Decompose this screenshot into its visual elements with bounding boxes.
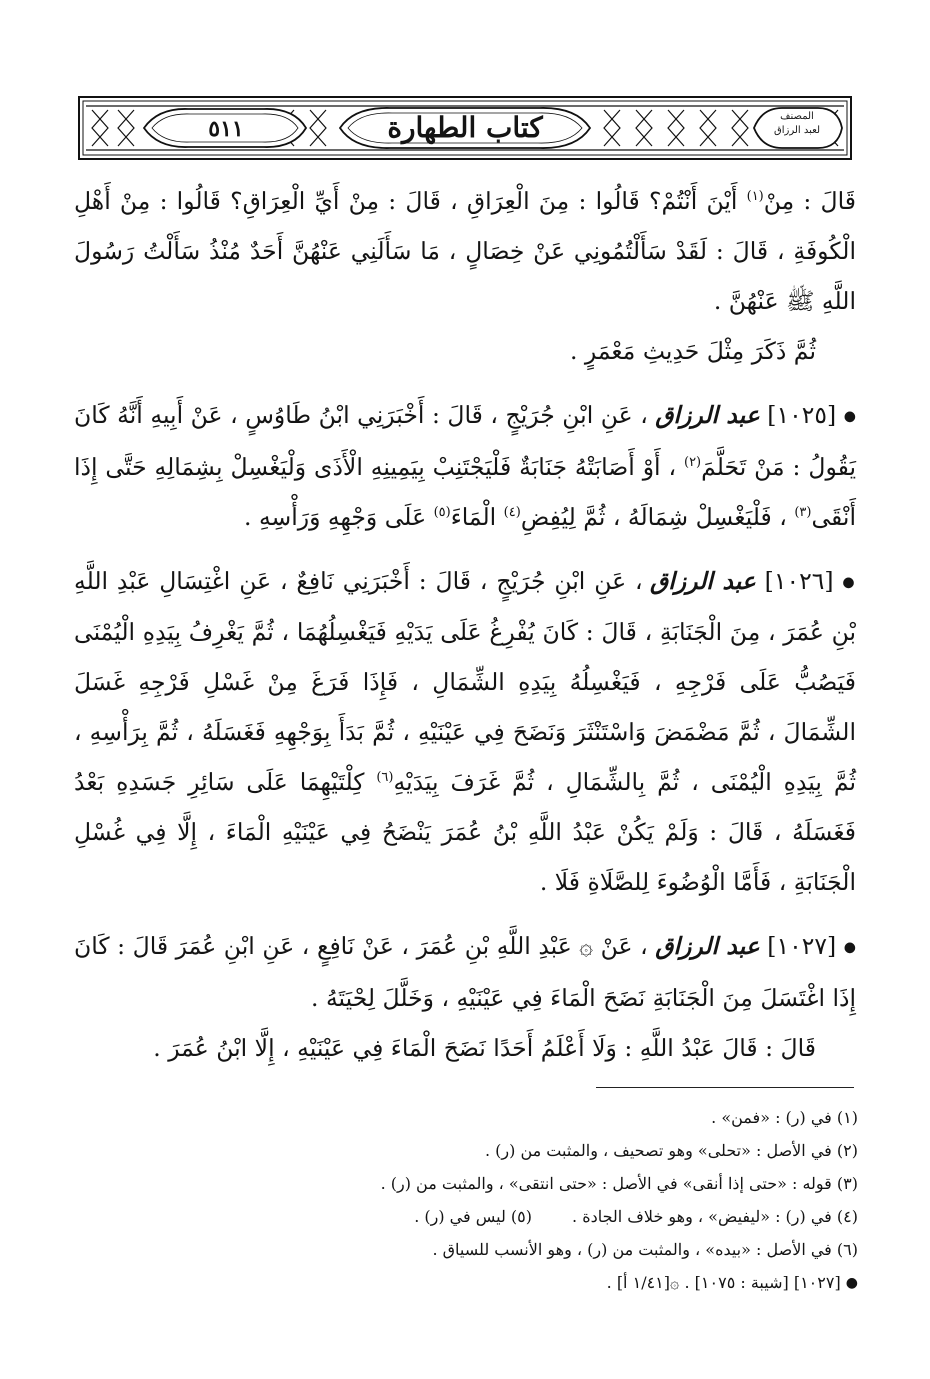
p3-text-c: ، فَلْيَغْسِلْ شِمَالَهُ ، ثُمَّ لِيُفِضِ bbox=[520, 502, 795, 531]
footnote-3: (٣) قوله : «حتى إذا أنقى» في الأصل : «حتى انتقى» ، والمثبت من (ر) . bbox=[380, 1174, 858, 1193]
hadith-number: [١٠٢٧] bbox=[767, 932, 837, 960]
paragraph-6 bbox=[74, 1023, 856, 1073]
bullet-icon: ● bbox=[842, 574, 856, 590]
manuscript-mark-icon: ۞ bbox=[579, 932, 594, 960]
logo-line-2: لعبد الرزاق bbox=[773, 125, 821, 136]
page-number: ٥١١ bbox=[208, 116, 244, 142]
footnote-5: (٥) ليس في (ر) . bbox=[414, 1207, 533, 1226]
hadith-1025 bbox=[74, 390, 856, 542]
logo-line-1: المصنف bbox=[780, 111, 814, 122]
hadith-1027 bbox=[74, 921, 856, 1023]
footnote-6: (٦) في الأصل : «بيده» ، والمثبت من (ر) ، وهو الأنسب للسياق . bbox=[432, 1240, 858, 1259]
page-header bbox=[78, 96, 852, 160]
paragraph-1 bbox=[74, 176, 856, 326]
footnote-4-5 bbox=[120, 1200, 858, 1233]
footnote-1: (١) في (ر) : «فمن» . bbox=[711, 1108, 858, 1127]
footnote-marker-4[interactable]: (٤) bbox=[503, 504, 521, 520]
narrator-name: عبد الرزاق bbox=[655, 932, 760, 960]
source-reference-b: [١/٤١ أ] . bbox=[606, 1273, 671, 1292]
hadith-1026 bbox=[74, 556, 856, 908]
p3-text-e: عَلَى وَجْهِهِ وَرَأْسِهِ . bbox=[244, 502, 434, 531]
narrator-name: عبد الرزاق bbox=[655, 401, 760, 429]
footnotes bbox=[120, 1101, 858, 1300]
p3-text-d: الْمَاءَ bbox=[450, 502, 504, 531]
hadith-number: [١٠٢٦] bbox=[764, 566, 834, 595]
p2-text: ثُمَّ ذَكَرَ مِثْلَ حَدِيثِ مَعْمَرٍ . bbox=[569, 337, 816, 365]
footnote-marker-2[interactable]: (٢) bbox=[683, 454, 702, 470]
hadith-number: [١٠٢٥] bbox=[767, 401, 837, 429]
p4-text-b: كِلْتَيْهِمَا عَلَى سَائِرِ جَسَدِهِ بَعْدُ فَغَسَلَهُ ، قَالَ : وَلَمْ يَكُنْ عَبْدُ اللَّهِ بْنُ عُمَرَ يَنْضَحُ فِي عَيْنَيْهِ الْمَاءَ ، إِلَّا فِي غُسْلِ الْجَنَابَةِ ، فَأَمَّا الْوُضُوءَ لِلصَّلَاةِ فَلَا . bbox=[74, 768, 856, 896]
paragraph-2 bbox=[74, 326, 856, 376]
p5-text-a: ، عَنْ bbox=[593, 932, 656, 960]
footnote-divider bbox=[596, 1087, 854, 1088]
footnote-marker-3[interactable]: (٣) bbox=[794, 504, 812, 520]
p1-text-a: قَالَ : مِنْ bbox=[763, 187, 856, 215]
footnote-marker-5[interactable]: (٥) bbox=[433, 504, 451, 520]
footnote-marker-1[interactable]: (١) bbox=[746, 189, 764, 205]
manuscript-mark-icon: ۞ bbox=[670, 1273, 680, 1292]
book-title: كتاب الطهارة bbox=[387, 111, 543, 144]
bullet-icon: ● bbox=[843, 408, 856, 425]
source-reference bbox=[120, 1266, 858, 1300]
main-text bbox=[74, 176, 856, 1073]
source-reference-a: [١٠٢٧] [شيبة : ١٠٧٥] . bbox=[684, 1273, 841, 1292]
narrator-name: عبد الرزاق bbox=[650, 566, 756, 595]
p1-text-b: أَيْنَ أَنْتُمْ؟ قَالُوا : مِنَ الْعِرَاقِ ، قَالَ : مِنْ أَيِّ الْعِرَاقِ؟ قَالُوا : مِنْ أَهْلِ الْكُوفَةِ ، قَالَ : لَقَدْ سَأَلْتُمُونِي عَنْ خِصَالٍ ، مَا سَأَلَنِي عَنْهُنَّ أَحَدٌ مُنْذُ سَأَلْتُ رَسُولَ اللَّهِ ﷺ عَنْهُنَّ . bbox=[74, 187, 856, 315]
p6-text: قَالَ : قَالَ عَبْدُ اللَّهِ : وَلَا أَعْلَمُ أَحَدًا نَضَحَ الْمَاءَ فِي عَيْنَيْهِ ، إِلَّا ابْنُ عُمَرَ . bbox=[153, 1033, 816, 1062]
p4-text-a: ، عَنِ ابْنِ جُرَيْجٍ ، قَالَ : أَخْبَرَنِي نَافِعٌ ، عَنِ اغْتِسَالِ عَبْدِ اللَّهِ بْنِ عُمَرَ ، مِنَ الْجَنَابَةِ ، قَالَ : كَانَ يُفْرِغُ عَلَى يَدَيْهِ فَيَغْسِلُهُمَا ، ثُمَّ يَغْرِفُ بِيَدِهِ الْيُمْنَى فَيَصُبُّ عَلَى فَرْجِهِ ، فَيَغْسِلُهُ بِيَدِهِ الشِّمَالِ ، فَإِذَا فَرَغَ مِنْ غَسْلِ فَرْجِهِ غَسَلَ الشِّمَالَ ، ثُمَّ مَضْمَضَ وَاسْتَنْثَرَ وَنَضَحَ فِي عَيْنَيْهِ ، ثُمَّ بَدَأَ بِوَجْهِهِ فَغَسَلَهُ ، ثُمَّ بِرَأْسِهِ ، ثُمَّ بِيَدِهِ الْيُمْنَى ، ثُمَّ بِالشِّمَالِ ، ثُمَّ غَرَفَ بِيَدَيْهِ bbox=[74, 566, 856, 796]
footnote-2: (٢) في الأصل : «تحلى» وهو تصحيف ، والمثبت من (ر) . bbox=[484, 1141, 858, 1160]
p3-text-a: ، عَنِ ابْنِ جُرَيْجٍ ، قَالَ : أَخْبَرَنِي ابْنُ طَاوُسٍ ، عَنْ أَبِيهِ أَنَّهُ كَانَ يَقُولُ : مَنْ تَحَلَّمَ bbox=[74, 401, 857, 481]
p5-text-b: عَبْدِ اللَّهِ بْنِ عُمَرَ ، عَنْ نَافِعٍ ، عَنِ ابْنِ عُمَرَ قَالَ : كَانَ إِذَا اغْتَسَلَ مِنَ الْجَنَابَةِ نَضَحَ الْمَاءَ فِي عَيْنَيْهِ ، وَخَلَّلَ لِحْيَتَهُ . bbox=[74, 932, 856, 1012]
footnote-4: (٤) في (ر) : «ليفيض» ، وهو خلاف الجادة . bbox=[572, 1207, 858, 1226]
p3-text-b: ، أَوْ أَصَابَتْهُ جَنَابَةٌ فَلْيَجْتَنِبْ بِيَمِينِهِ الْأَذَى وَلْيَغْسِلْ بِشِمَالِهِ حَتَّى إِذَا أَنْقَى bbox=[74, 452, 856, 531]
bullet-icon: ● bbox=[843, 939, 856, 956]
bullet-icon: ● bbox=[845, 1275, 858, 1291]
footnote-marker-6[interactable]: (٦) bbox=[376, 770, 394, 786]
publisher-logo bbox=[762, 110, 832, 146]
